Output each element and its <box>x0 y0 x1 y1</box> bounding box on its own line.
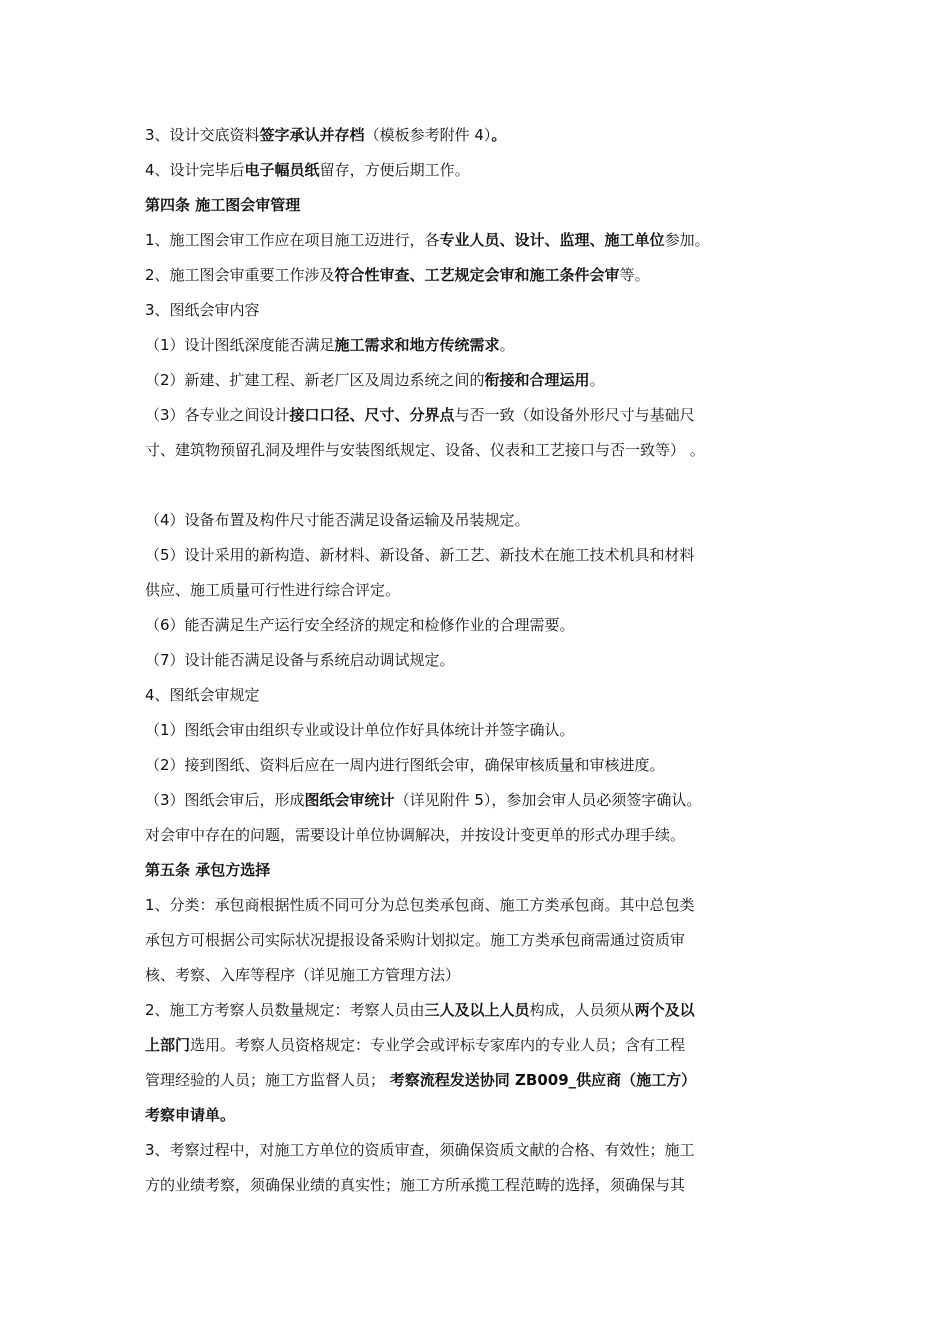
text-line <box>145 503 745 538</box>
text-line <box>145 293 745 328</box>
text-line <box>145 958 745 993</box>
bold-text: 衔接和合理运用 <box>484 371 590 389</box>
text-run: （2）接到图纸、资料后应在一周内进行图纸会审，确保审核质量和审核进度。 <box>145 756 665 774</box>
text-run: 选用。考察人员资格规定：专业学会或评标专家库内的专业人员；含有工程 <box>190 1036 686 1054</box>
text-run: 。 <box>589 371 605 389</box>
text-run: （3）各专业之间设计 <box>145 406 290 424</box>
text-run: （5）设计采用的新构造、新材料、新设备、新工艺、新技术在施工技术机具和材料 <box>145 546 695 564</box>
text-run: （2）新建、扩建工程、新老厂区及周边系统之间的 <box>145 371 485 389</box>
text-run: 等。 <box>619 266 650 284</box>
text-run: （1）设计图纸深度能否满足 <box>145 336 335 354</box>
text-run: 。 <box>499 336 515 354</box>
bold-text: 第四条 施工图会审管理 <box>145 196 301 214</box>
text-run: 4、设计完毕后 <box>145 161 245 179</box>
bold-text: 电子幅员纸 <box>244 161 320 179</box>
text-line <box>145 258 745 293</box>
text-run: （模板参考附件 4） <box>364 126 492 144</box>
bold-text: 考察申请单。 <box>145 1106 236 1124</box>
text-run: （6）能否满足生产运行安全经济的规定和检修作业的合理需要。 <box>145 616 575 634</box>
text-run: 供应、施工质量可行性进行综合评定。 <box>145 581 401 599</box>
text-run: （7）设计能否满足设备与系统启动调试规定。 <box>145 651 455 669</box>
bold-text: 符合性审查、工艺规定会审和施工条件会审 <box>334 266 620 284</box>
text-line <box>145 818 745 853</box>
bold-text: 接口口径、尺寸、分界点 <box>289 406 455 424</box>
bold-text: 第五条 承包方选择 <box>145 861 271 879</box>
text-run: 1、分类：承包商根据性质不同可分为总包类承包商、施工方类承包商。其中总包类 <box>145 896 695 914</box>
text-line <box>145 363 745 398</box>
text-run: 留存，方便后期工作。 <box>319 161 470 179</box>
text-line <box>145 1168 745 1203</box>
text-line <box>145 643 745 678</box>
text-line <box>145 538 745 573</box>
text-run: 4、图纸会审规定 <box>145 686 260 704</box>
text-run: 承包方可根据公司实际状况提报设备采购计划拟定。施工方类承包商需通过资质审 <box>145 931 686 949</box>
section-heading <box>145 188 745 223</box>
paragraph-gap <box>145 468 745 503</box>
text-run: （详见附件 5），参加会审人员必须签字确认。 <box>394 791 702 809</box>
text-line <box>145 713 745 748</box>
text-line <box>145 223 745 258</box>
text-line <box>145 923 745 958</box>
bold-text: 两个及以 <box>634 1001 695 1019</box>
text-line <box>145 433 745 468</box>
text-run: 2、施工图会审重要工作涉及 <box>145 266 335 284</box>
bold-text: 图纸会审统计 <box>304 791 395 809</box>
text-run: 参加。 <box>664 231 710 249</box>
text-line <box>145 153 745 188</box>
bold-text: 专业人员、设计、监理、施工单位 <box>439 231 665 249</box>
text-run: 方的业绩考察，须确保业绩的真实性；施工方所承揽工程范畴的选择，须确保与其 <box>145 1176 686 1194</box>
text-line <box>145 1098 745 1133</box>
text-run: 核、考察、入库等程序（详见施工方管理方法） <box>145 966 461 984</box>
text-line <box>145 993 745 1028</box>
text-run: 管理经验的人员；施工方监督人员； <box>145 1071 390 1089</box>
text-run: 1、施工图会审工作应在项目施工迈进行，各 <box>145 231 440 249</box>
text-line <box>145 888 745 923</box>
text-line <box>145 748 745 783</box>
bold-text: 施工需求和地方传统需求 <box>334 336 500 354</box>
text-run: （1）图纸会审由组织专业或设计单位作好具体统计并签字确认。 <box>145 721 575 739</box>
text-line <box>145 678 745 713</box>
text-run: 构成，人员须从 <box>529 1001 635 1019</box>
text-run: 3、考察过程中，对施工方单位的资质审查，须确保资质文献的合格、有效性；施工 <box>145 1141 695 1159</box>
text-run: 2、施工方考察人员数量规定：考察人员由 <box>145 1001 425 1019</box>
bold-text: 上部门 <box>145 1036 191 1054</box>
text-run: 与否一致（如设备外形尺寸与基础尺 <box>454 406 695 424</box>
text-run: （4）设备布置及构件尺寸能否满足设备运输及吊装规定。 <box>145 511 530 529</box>
text-line <box>145 573 745 608</box>
text-line <box>145 118 745 153</box>
text-run: 对会审中存在的问题，需要设计单位协调解决，并按设计变更单的形式办理手续。 <box>145 826 686 844</box>
text-line <box>145 1133 745 1168</box>
document-page <box>145 118 745 1203</box>
text-run: 3、设计交底资料 <box>145 126 260 144</box>
text-line <box>145 783 745 818</box>
bold-text: 三人及以上人员 <box>424 1001 530 1019</box>
text-line <box>145 328 745 363</box>
bold-text: 考察流程发送协同 ZB009_供应商（施工方） <box>389 1071 697 1089</box>
text-run: （3）图纸会审后，形成 <box>145 791 305 809</box>
text-line <box>145 398 745 433</box>
bold-text: 签字承认并存档 <box>259 126 365 144</box>
text-line <box>145 608 745 643</box>
bold-text: 。 <box>491 126 507 144</box>
text-line <box>145 1063 745 1098</box>
text-run: 寸、建筑物预留孔洞及埋件与安装图纸规定、设备、仪表和工艺接口与否一致等） 。 <box>145 441 705 459</box>
section-heading <box>145 853 745 888</box>
text-line <box>145 1028 745 1063</box>
text-run: 3、图纸会审内容 <box>145 301 260 319</box>
